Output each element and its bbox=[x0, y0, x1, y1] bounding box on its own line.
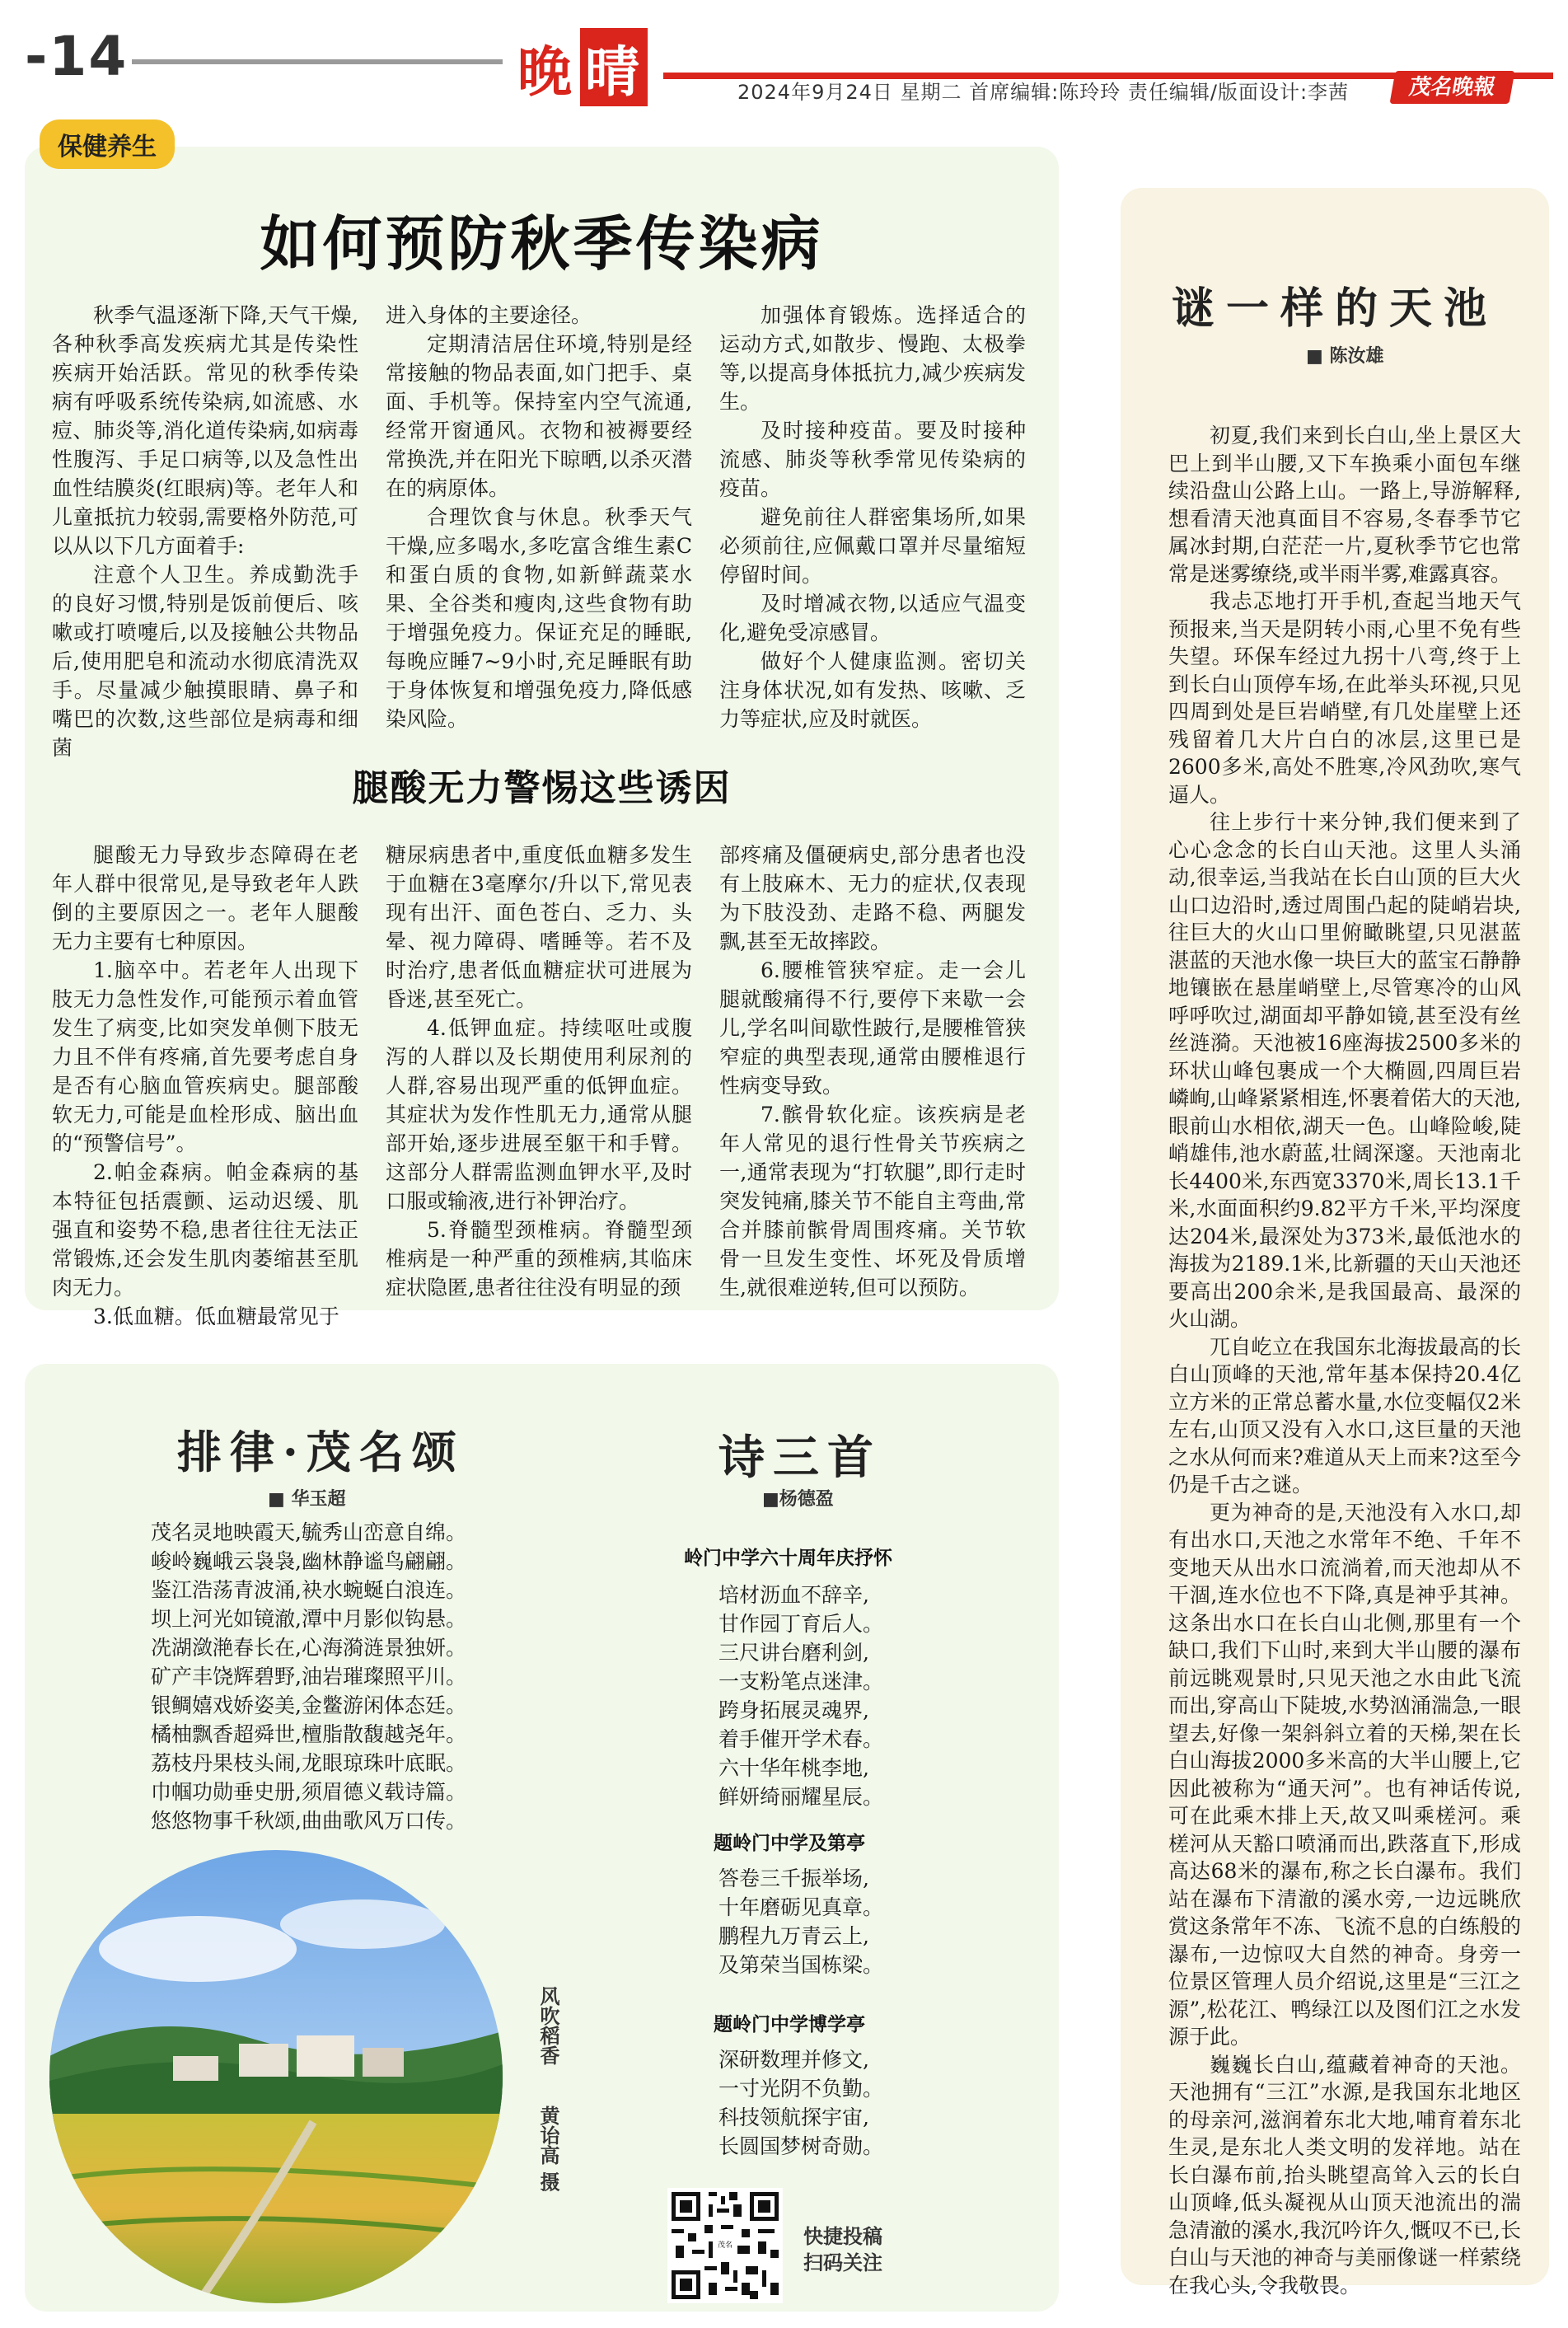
poem2-stanza1 bbox=[718, 1581, 883, 1811]
page-number: -14 bbox=[25, 25, 129, 88]
poem-line: 十年磨砺见真章。 bbox=[718, 1895, 884, 1919]
poem1-body bbox=[151, 1518, 497, 1835]
paragraph: 秋季气温逐渐下降,天气干燥,各种秋季高发疾病尤其是传染性疾病开始活跃。常见的秋季传染病有呼吸系统传染病,如流感、水痘、肺炎等,消化道传染病,如病毒性腹泻、手足口病等,以及急性出血性结膜炎(红眼病)等。老年人和儿童抵抗力较弱,需要格外防范,可以从以下几方面着手: bbox=[52, 303, 358, 558]
poem-line: 悠悠物事千秋颂,曲曲歌风万口传。 bbox=[151, 1809, 466, 1833]
paragraph: 我忐忑地打开手机,查起当地天气预报来,当天是阴转小雨,心里不免有些失望。环保车经过九拐十八弯,终于上到长白山顶停车场,在此举头环视,只见四周到处是巨岩峭壁,有几处崖壁上还残留着几大片白白的冰层,这里已是2600多米,高处不胜寒,冷风劲吹,寒气逼人。 bbox=[1168, 589, 1521, 807]
paragraph: 进入身体的主要途径。 bbox=[386, 303, 592, 327]
photo-credit bbox=[527, 2106, 560, 2191]
paragraph: 巍巍长白山,蕴藏着神奇的天池。天池拥有“三江”水源,是我国东北地区的母亲河,滋润着东北大地,哺育着东北生灵,是东北人类文明的发祥地。站在长白瀑布前,抬头眺望高耸入云的长白山顶峰,低头凝视从山顶天池流出的湍急清澈的溪水,我沉吟许久,慨叹不已,长白山与天池的神奇与美丽像谜一样萦绕在我心头,令我敬畏。 bbox=[1168, 2052, 1521, 2298]
article2-col1 bbox=[52, 841, 358, 1331]
poem2-author: ■杨德盈 bbox=[762, 1489, 834, 1510]
poem-line: 荔枝丹果枝头闹,龙眼琼珠叶底眠。 bbox=[151, 1751, 466, 1775]
poem-line: 鉴江浩荡青波涌,袂水蜿蜒白浪连。 bbox=[151, 1578, 466, 1602]
paragraph: 腿酸无力导致步态障碍在老年人群中很常见,是导致老年人跌倒的主要原因之一。老年人腿酸无力主要有七种原因。 bbox=[52, 843, 358, 953]
photo-credit-text: 黄诒高 摄 bbox=[536, 2106, 559, 2192]
paragraph: 1.脑卒中。若老年人出现下肢无力急性发作,可能预示着血管发生了病变,比如突发单侧下肢无力且不伴有疼痛,首先要考虑自身是否有心脑血管疾病史。腿部酸软无力,可能是血栓形成、脑出血的“预警信号”。 bbox=[52, 958, 358, 1155]
poem2-stanza2 bbox=[718, 1864, 883, 1979]
poem1-author: ■ 华玉超 bbox=[268, 1489, 346, 1510]
paragraph: 兀自屹立在我国东北海拔最高的长白山顶峰的天池,常年基本保持20.4亿立方米的正常总蓄水量,水位变幅仅2米左右,山顶又没有入水口,这巨量的天池之水从何而来?难道从天上而来?这至今仍是千古之谜。 bbox=[1168, 1334, 1521, 1497]
poem-line: 鹏程九万青云上, bbox=[718, 1924, 869, 1948]
poem-line: 甘作园丁育后人。 bbox=[718, 1612, 884, 1636]
essay-author: ■ 陈汝雄 bbox=[1306, 346, 1384, 367]
paragraph: 及时增减衣物,以适应气温变化,避免受凉感冒。 bbox=[719, 592, 1026, 644]
poem-line: 矿产丰饶辉碧野,油岩璀璨照平川。 bbox=[151, 1665, 466, 1689]
edition-char-2: 晴 bbox=[580, 28, 648, 106]
paragraph: 4.低钾血症。持续呕吐或腹泻的人群以及长期使用利尿剂的人群,容易出现严重的低钾血症。其症状为发作性肌无力,通常从腿部开始,逐步进展至躯干和手臂。这部分人群需监测血钾水平,及时口服或输液,进行补钾治疗。 bbox=[386, 1016, 692, 1213]
qr-center-label: 茂名 bbox=[717, 2241, 733, 2250]
qr-code[interactable] bbox=[667, 2188, 783, 2303]
paragraph: 及时接种疫苗。要及时接种流感、肺炎等秋季常见传染病的疫苗。 bbox=[719, 419, 1026, 500]
article2-col2 bbox=[386, 841, 692, 1302]
edition-name bbox=[517, 28, 648, 106]
poem-line: 长圆国梦树奇勋。 bbox=[718, 2134, 884, 2158]
newspaper-logo: 茂名晚報 bbox=[1389, 71, 1514, 104]
dateline: 2024年9月24日 星期二 首席编辑:陈玲玲 责任编辑/版面设计:李茜 bbox=[737, 81, 1350, 104]
poem-line: 巾帼功勋垂史册,须眉德义载诗篇。 bbox=[151, 1780, 466, 1804]
qr-label bbox=[803, 2223, 882, 2276]
poem-line: 答卷三千振举场, bbox=[718, 1867, 869, 1890]
photo-caption bbox=[527, 1986, 560, 2065]
poem2-stanza3-subtitle: 题岭门中学博学亭 bbox=[714, 2014, 865, 2035]
paragraph: 加强体育锻炼。选择适合的运动方式,如散步、慢跑、太极拳等,以提高身体抵抗力,减少疾病发生。 bbox=[719, 303, 1026, 414]
poem-line: 三尺讲台磨利剑, bbox=[718, 1641, 869, 1665]
article1-col1 bbox=[52, 301, 358, 762]
poem-line: 科技领航探宇宙, bbox=[718, 2106, 869, 2129]
poem-line: 峻岭巍峨云袅袅,幽林静谧鸟翩翩。 bbox=[151, 1549, 466, 1573]
article2-title: 腿酸无力警惕这些诱因 bbox=[352, 767, 732, 809]
paragraph: 2.帕金森病。帕金森病的基本特征包括震颤、运动迟缓、肌强直和姿势不稳,患者往往无法正常锻炼,还会发生肌肉萎缩甚至肌肉无力。 bbox=[52, 1160, 358, 1300]
qr-label-line2: 扫码关注 bbox=[803, 2251, 882, 2274]
paragraph: 注意个人卫生。养成勤洗手的良好习惯,特别是饭前便后、咳嗽或打喷嚏后,以及接触公共物品后,使用肥皂和流动水彻底清洗双手。尽量减少触摸眼睛、鼻子和嘴巴的次数,这些部位是病毒和细菌 bbox=[52, 563, 358, 760]
poem-line: 培材沥血不辞辛, bbox=[718, 1583, 869, 1607]
poem-line: 鲜妍绮丽耀星辰。 bbox=[718, 1785, 884, 1809]
poem-line: 橘柚飘香超舜世,檀脂散馥越尧年。 bbox=[151, 1722, 466, 1746]
qr-label-line1: 快捷投稿 bbox=[803, 2225, 882, 2248]
paragraph: 避免前往人群密集场所,如果必须前往,应佩戴口罩并尽量缩短停留时间。 bbox=[719, 505, 1026, 587]
poem1-title: 排律·茂名颂 bbox=[177, 1426, 465, 1478]
page-number-rule bbox=[132, 59, 503, 64]
poem2-stanza1-subtitle: 岭门中学六十周年庆抒怀 bbox=[684, 1548, 892, 1569]
paragraph: 更为神奇的是,天池没有入水口,却有出水口,天池之水常年不绝、千年不变地天从出水口流淌着,而天池却从不干涸,连水位也不下降,真是神乎其神。这条出水口在长白山北侧,那里有一个缺口,我们下山时,来到大半山腰的瀑布前远眺观景时,只见天池之水由此飞流而出,穿高山下陡坡,水势汹涌湍急,一眼望去,好像一架斜斜立着的天梯,架在长白山海拔2000多米高的大半山腰上,它因此被称为“通天河”。也有神话传说,可在此乘木排上天,故又叫乘槎河。乘槎河从天豁口喷涌而出,跌落直下,形成高达68米的瀑布,称之长白瀑布。我们站在瀑布下清澈的溪水旁,一边远眺欣赏这条常年不冻、飞流不息的白练般的瀑布,一边惊叹大自然的神奇。身旁一位景区管理人员介绍说,这里是“三江之源”,松花江、鸭绿江以及图们江之水发源于此。 bbox=[1168, 1500, 1521, 2049]
article1-col3 bbox=[719, 301, 1026, 733]
paragraph: 部疼痛及僵硬病史,部分患者也没有上肢麻木、无力的症状,仅表现为下肢没劲、走路不稳、两腿发飘,甚至无故摔跤。 bbox=[719, 843, 1026, 953]
poem-line: 银鲷嬉戏娇姿美,金鳖游闲体态廷。 bbox=[151, 1693, 466, 1717]
paragraph: 3.低血糖。低血糖最常见于 bbox=[93, 1305, 339, 1328]
photo-caption-title: 风吹稻香 bbox=[536, 1986, 559, 2065]
paragraph: 6.腰椎管狭窄症。走一会儿腿就酸痛得不行,要停下来歇一会儿,学名叫间歇性跛行,是腰椎管狭窄症的典型表现,通常由腰椎退行性病变导致。 bbox=[719, 958, 1026, 1098]
paragraph: 做好个人健康监测。密切关注身体状况,如有发热、咳嗽、乏力等症状,应及时就医。 bbox=[719, 649, 1026, 731]
poem-line: 着手催开学术春。 bbox=[718, 1727, 884, 1751]
paragraph: 定期清洁居住环境,特别是经常接触的物品表面,如门把手、桌面、手机等。保持室内空气流通,经常开窗通风。衣物和被褥要经常换洗,并在阳光下晾晒,以杀灭潜在的病原体。 bbox=[386, 332, 692, 500]
paragraph: 初夏,我们来到长白山,坐上景区大巴上到半山腰,又下车换乘小面包车继续沿盘山公路上山。一路上,导游解释,想看清天池真面目不容易,冬春季节它属冰封期,白茫茫一片,夏秋季节它也常常是迷雾缭绕,或半雨半雾,难露真容。 bbox=[1168, 424, 1521, 586]
essay-body bbox=[1168, 422, 1521, 2299]
essay-title: 谜一样的天池 bbox=[1171, 283, 1498, 334]
paragraph: 合理饮食与休息。秋季天气干燥,应多喝水,多吃富含维生素C和蛋白质的食物,如新鲜蔬菜水果、全谷类和瘦肉,这些食物有助于增强免疫力。保证充足的睡眠,每晚应睡7~9小时,充足睡眠有助于身体恢复和增强免疫力,降低感染风险。 bbox=[386, 505, 692, 731]
paragraph: 糖尿病患者中,重度低血糖多发生于血糖在3毫摩尔/升以下,常见表现有出汗、面色苍白、乏力、头晕、视力障碍、嗜睡等。若不及时治疗,患者低血糖症状可进展为昏迷,甚至死亡。 bbox=[386, 843, 692, 1011]
landscape-photo-graphic bbox=[49, 1850, 503, 2303]
paragraph: 5.脊髓型颈椎病。脊髓型颈椎病是一种严重的颈椎病,其临床症状隐匿,患者往往没有明显的颈 bbox=[386, 1218, 692, 1300]
poem-line: 坝上河光如镜澈,潭中月影似钩悬。 bbox=[151, 1607, 466, 1631]
poem2-stanza2-subtitle: 题岭门中学及第亭 bbox=[714, 1833, 865, 1854]
poem-line: 一支粉笔点迷津。 bbox=[718, 1670, 884, 1693]
poem-line: 及第荣当国栋梁。 bbox=[718, 1953, 884, 1977]
article1-title: 如何预防秋季传染病 bbox=[260, 209, 824, 279]
paragraph: 往上步行十来分钟,我们便来到了心心念念的长白山天池。这里人头涌动,很幸运,当我站在长白山顶的巨大火山口边沿时,透过周围凸起的陡峭岩块,往巨大的火山口里俯瞰眺望,只见湛蓝湛蓝的天池水像一块巨大的蓝宝石静静地镶嵌在悬崖峭壁上,尽管寒冷的山风呼呼吹过,湖面却平静如镜,甚至没有丝丝涟漪。天池被16座海拔2500多米的环状山峰包裹成一个大椭圆,四周巨岩嶙峋,山峰紧紧相连,怀裹着偌大的天池,眼前山水相依,湖天一色。山峰险峻,陡峭雄伟,池水蔚蓝,壮阔深邃。天池南北长4400米,东西宽3370米,周长13.1千米,水面面积约9.82平方千米,平均深度达204米,最深处为373米,最低池水的海拔为2189.1米,比新疆的天山天池还要高出200余米,是我国最高、最深的火山湖。 bbox=[1168, 810, 1521, 1331]
poem2-title: 诗三首 bbox=[718, 1431, 882, 1485]
poem-line: 冼湖潋滟春长在,心海漪涟景独妍。 bbox=[151, 1636, 466, 1660]
poem-line: 跨身拓展灵魂界, bbox=[718, 1698, 869, 1722]
article2-col3 bbox=[719, 841, 1026, 1302]
poem2-stanza3 bbox=[718, 2045, 883, 2161]
paragraph: 7.髌骨软化症。该疾病是老年人常见的退行性骨关节疾病之一,通常表现为“打软腿”,即行走时突发钝痛,膝关节不能自主弯曲,常合并膝前髌骨周围疼痛。关节软骨一旦发生变性、坏死及骨质增生,就很难逆转,但可以预防。 bbox=[719, 1103, 1026, 1300]
poem-line: 茂名灵地映霞天,毓秀山峦意自绵。 bbox=[151, 1520, 466, 1544]
edition-char-1: 晚 bbox=[517, 40, 575, 104]
poem-line: 深研数理并修文, bbox=[718, 2048, 869, 2072]
poem-line: 一寸光阴不负勤。 bbox=[718, 2077, 884, 2101]
article1-col2 bbox=[386, 301, 692, 733]
landscape-photo bbox=[49, 1850, 503, 2303]
section-tag: 保健养生 bbox=[40, 119, 175, 169]
poem-line: 六十华年桃李地, bbox=[718, 1756, 869, 1780]
